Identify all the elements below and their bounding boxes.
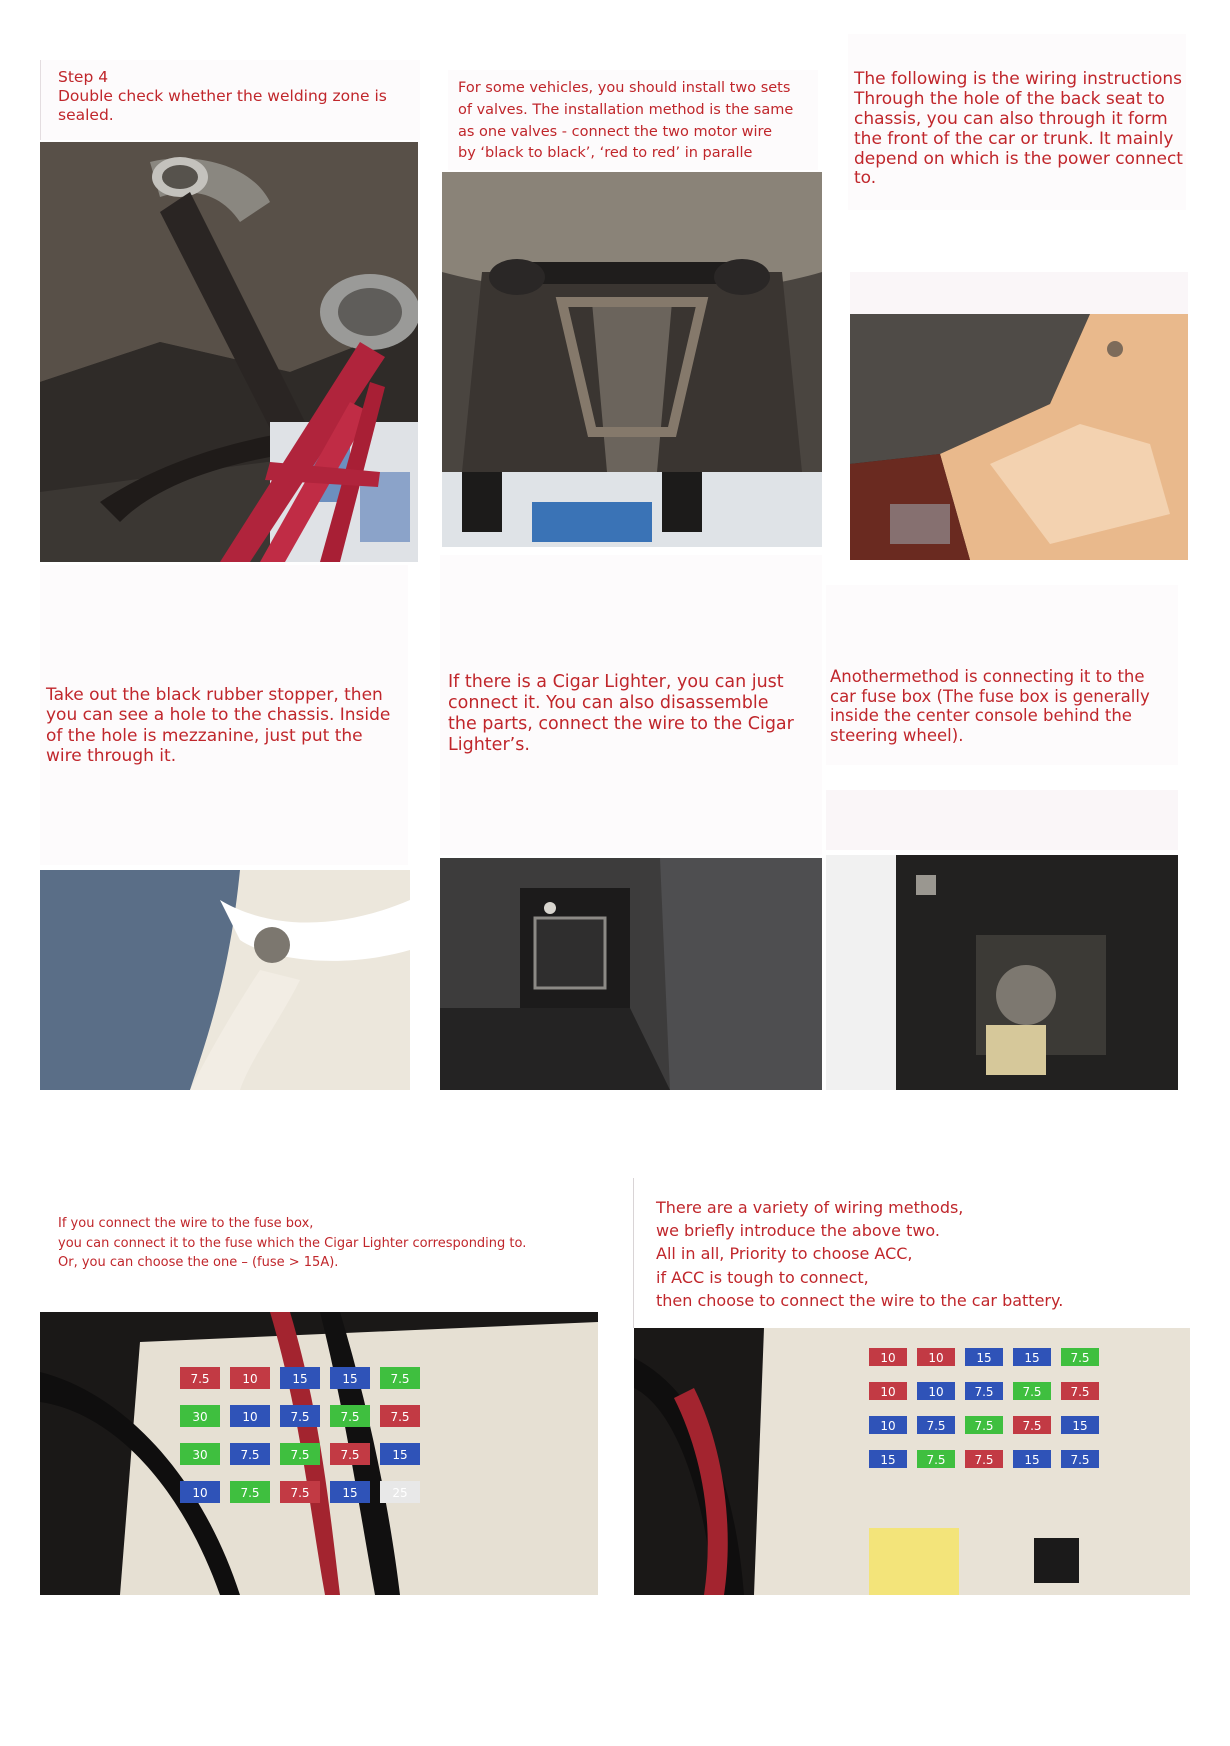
fuse-label: 10 (880, 1385, 896, 1399)
fuse-label: 7.5 (240, 1486, 260, 1500)
summary-caption: There are a variety of wiring methods, we briefly introduce the above two. All in all, Priority to choose ACC, if ACC is tough to connect, then choose to connect the wire to the car battery. (646, 1190, 1126, 1320)
rubber-stopper-caption: Take out the black rubber stopper, then you can see a hole to the chassis. Inside of the hole is mezzanine, just put the wire through it. (40, 565, 408, 865)
step4-title: Step 4 (58, 68, 109, 86)
fuse-label: 7.5 (190, 1372, 210, 1386)
fuse-label: 15 (976, 1351, 992, 1365)
fuse-label: 7.5 (1022, 1419, 1042, 1433)
fuse-label: 7.5 (240, 1448, 260, 1462)
fuse-box-method-caption: Anothermethod is connecting it to the car fuse box (The fuse box is generally inside the center console behind the steering wheel). (826, 585, 1178, 765)
fuse-label: 7.5 (390, 1410, 410, 1424)
step4-caption: Step 4 Double check whether the welding zone is sealed. (40, 60, 420, 140)
fuse-label: 7.5 (926, 1419, 946, 1433)
fuse-label: 10 (242, 1410, 258, 1424)
fuse-label: 10 (880, 1419, 896, 1433)
fuse-label: 10 (928, 1385, 944, 1399)
wiring-intro-caption: The following is the wiring instructions Through the hole of the back seat to chassis, you can also through it form the front of the car or trunk. It mainly depend on which is the power connect to. (848, 34, 1186, 210)
fuse-label: 15 (1072, 1419, 1088, 1433)
fuse-label: 15 (1024, 1453, 1040, 1467)
fuse-choice-caption: If you connect the wire to the fuse box, you can connect it to the fuse which the Cigar Lighter corresponding to. Or, you can choose the one – (fuse > 15A). (48, 1208, 608, 1278)
panel-spacer (850, 272, 1188, 314)
exhaust-weld-photo (40, 142, 418, 562)
fuse-label: 15 (880, 1453, 896, 1467)
cigar-lighter-caption: If there is a Cigar Lighter, you can just connect it. You can also disassemble the parts, connect the wire to the Cigar Lighter’s. (440, 555, 822, 855)
fuse-label: 7.5 (974, 1419, 994, 1433)
fuse-label: 7.5 (340, 1410, 360, 1424)
fuse-label: 10 (880, 1351, 896, 1365)
fuse-label: 10 (242, 1372, 258, 1386)
fuse-label: 15 (342, 1486, 358, 1500)
fuse-label: 7.5 (290, 1486, 310, 1500)
two-valves-caption: For some vehicles, you should install two sets of valves. The installation method is the same as one valves - connect the two motor wire by ‘black to black’, ‘red to red’ in paralle (448, 70, 818, 170)
back-seat-hole-photo (850, 314, 1188, 560)
panel-divider (633, 1178, 634, 1328)
fuse-label: 7.5 (340, 1448, 360, 1462)
fuse-box-right-photo (634, 1328, 1190, 1595)
fuse-label: 10 (192, 1486, 208, 1500)
fuse-label: 30 (192, 1448, 208, 1462)
fuse-box-location-photo (826, 855, 1178, 1090)
fuse-box-left-photo (40, 1312, 598, 1595)
two-valves-photo (442, 172, 822, 547)
fuse-label: 7.5 (1022, 1385, 1042, 1399)
fuse-label: 7.5 (926, 1453, 946, 1467)
fuse-label: 15 (342, 1372, 358, 1386)
fuse-label: 10 (928, 1351, 944, 1365)
fuse-label: 7.5 (390, 1372, 410, 1386)
fuse-label: 7.5 (290, 1410, 310, 1424)
fuse-label: 7.5 (974, 1385, 994, 1399)
rubber-stopper-photo (40, 870, 410, 1090)
fuse-label: 15 (1024, 1351, 1040, 1365)
fuse-label: 7.5 (1070, 1453, 1090, 1467)
fuse-label: 7.5 (974, 1453, 994, 1467)
fuse-label: 25 (392, 1486, 408, 1500)
fuse-label: 7.5 (1070, 1385, 1090, 1399)
fuse-label: 30 (192, 1410, 208, 1424)
fuse-label: 7.5 (1070, 1351, 1090, 1365)
fuse-label: 15 (392, 1448, 408, 1462)
fuse-label: 15 (292, 1372, 308, 1386)
fuse-label: 7.5 (290, 1448, 310, 1462)
panel-spacer (826, 790, 1178, 850)
cigar-lighter-photo (440, 858, 822, 1090)
